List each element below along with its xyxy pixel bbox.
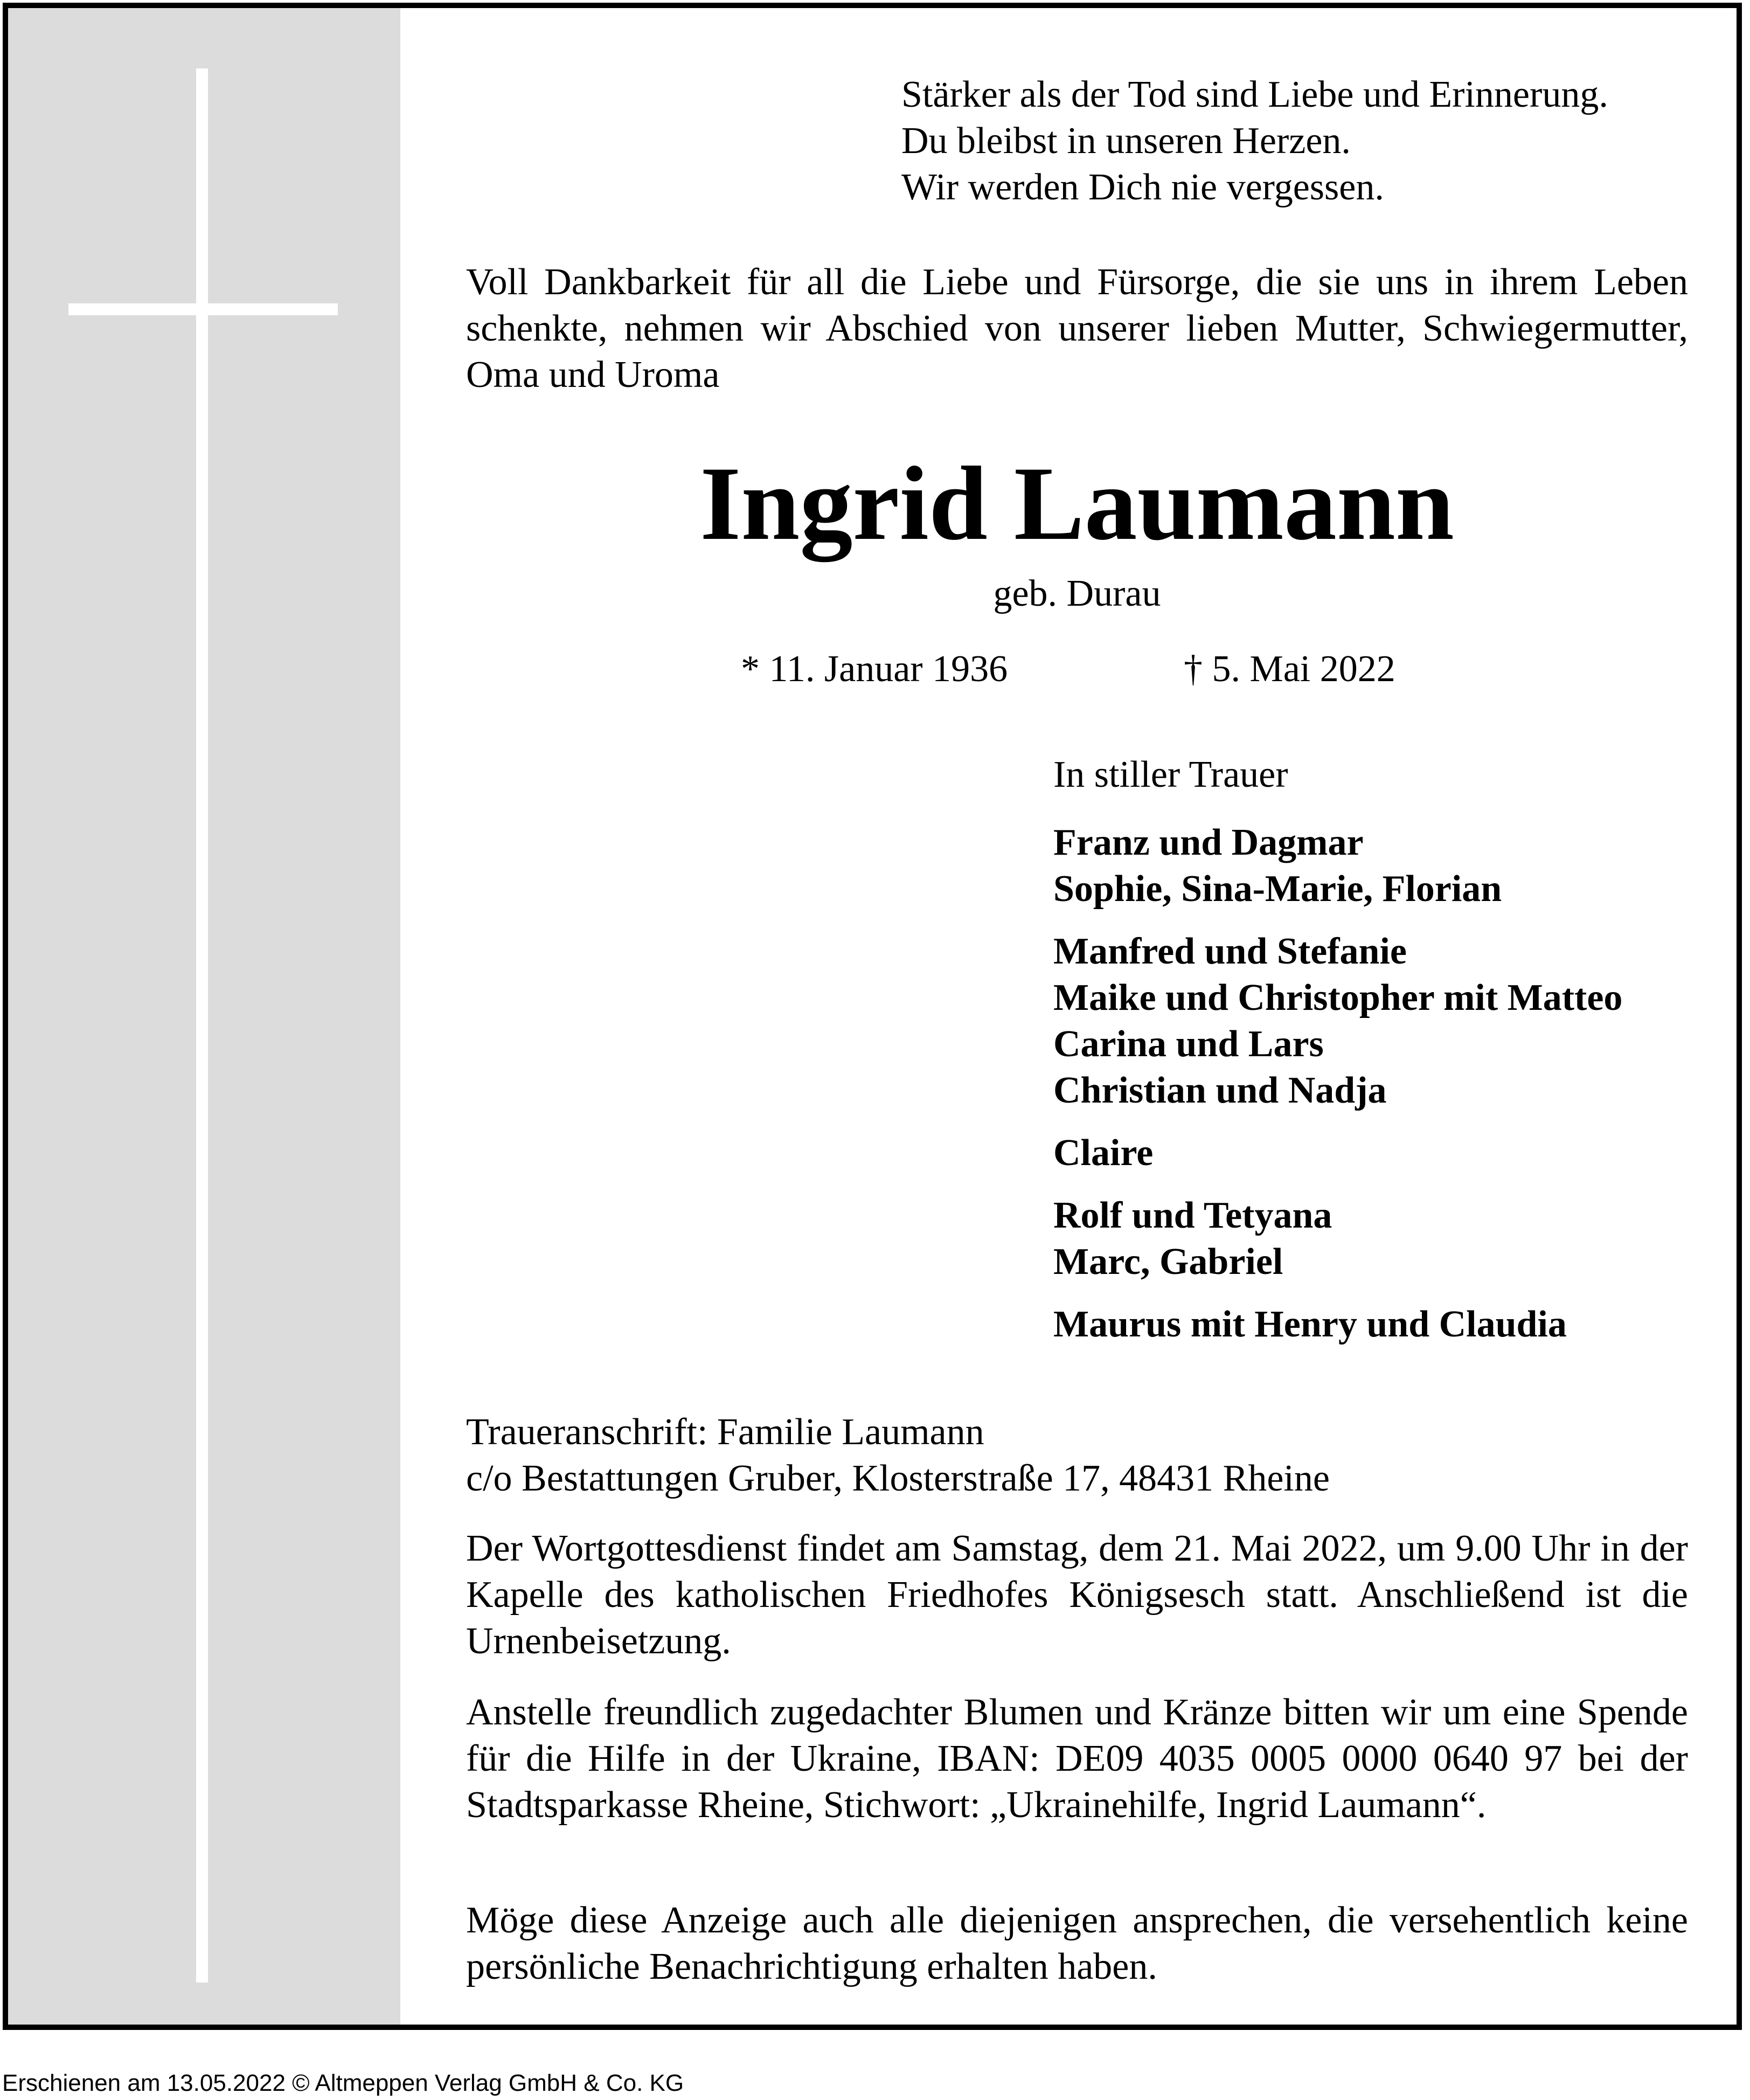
- mourner-line: Franz und Dagmar: [1053, 822, 1364, 863]
- mourner-line: Maike und Christopher mit Matteo: [1053, 977, 1623, 1018]
- mourning-address: [466, 1409, 1330, 1502]
- mourner-line: Sophie, Sina-Marie, Florian: [1053, 868, 1502, 910]
- obituary-frame: [3, 3, 1742, 2030]
- birth-date: * 11. Januar 1936: [741, 648, 1008, 690]
- maiden-name: geb. Durau: [993, 573, 1161, 614]
- deceased-name: Ingrid Laumann: [700, 445, 1454, 562]
- donation-info: Anstelle freundlich zugedachter Blumen und Kränze bitten wir um eine Spende für die Hilfe in der Ukraine, IBAN: DE09 4035 0005 0000 0640 97 bei der Stadtsparkasse Rheine, Stichwort: „Ukrainehilfe, Ingrid Laumann“.: [466, 1692, 1688, 1826]
- mourner-line: Carina und Lars: [1053, 1023, 1324, 1065]
- mourner-line: Claire: [1053, 1132, 1154, 1174]
- motto: [901, 72, 1608, 211]
- mourners-heading: In stiller Trauer: [1053, 754, 1288, 795]
- death-date: † 5. Mai 2022: [1184, 648, 1395, 690]
- notice-text: Möge diese Anzeige auch alle diejenigen ansprechen, die versehentlich keine persönliche Benachrichtigung erhalten haben.: [466, 1900, 1688, 1987]
- mourner-line: Marc, Gabriel: [1053, 1241, 1283, 1283]
- mourner-group: [1053, 820, 1622, 912]
- mourner-group: [1053, 1130, 1622, 1176]
- intro-text: Voll Dankbarkeit für all die Liebe und Fürsorge, die sie uns in ihrem Leben schenkte, nehmen wir Abschied von unserer lieben Mutter, Schwiegermutter, Oma und Uroma: [466, 261, 1688, 396]
- publication-credit: Erschienen am 13.05.2022 © Altmeppen Verlag GmbH & Co. KG: [2, 2070, 684, 2096]
- service-info: Der Wortgottesdienst findet am Samstag, dem 21. Mai 2022, um 9.00 Uhr in der Kapelle des katholischen Friedhofes Königsesch statt. Anschließend ist die Urnenbeisetzung.: [466, 1528, 1688, 1662]
- mourner-line: Rolf und Tetyana: [1053, 1195, 1332, 1236]
- address-line: c/o Bestattungen Gruber, Klosterstraße 17, 48431 Rheine: [466, 1458, 1330, 1499]
- mourner-line: Christian und Nadja: [1053, 1070, 1387, 1111]
- mourner-line: Manfred und Stefanie: [1053, 931, 1407, 972]
- mourner-group: [1053, 928, 1622, 1114]
- mourner-group: [1053, 1193, 1622, 1285]
- obituary-content: [466, 8, 1695, 2025]
- mourner-group: [1053, 1301, 1622, 1348]
- mourner-line: Maurus mit Henry und Claudia: [1053, 1304, 1567, 1345]
- motto-line: Stärker als der Tod sind Liebe und Erinnerung.: [901, 74, 1608, 115]
- cross-icon: [196, 68, 208, 1983]
- side-panel: [8, 8, 400, 2025]
- motto-line: Wir werden Dich nie vergessen.: [901, 167, 1384, 208]
- motto-line: Du bleibst in unseren Herzen.: [901, 120, 1351, 162]
- address-line: Traueranschrift: Familie Laumann: [466, 1411, 984, 1453]
- cross-icon-bar: [68, 303, 338, 315]
- mourners-list: [1053, 752, 1622, 1364]
